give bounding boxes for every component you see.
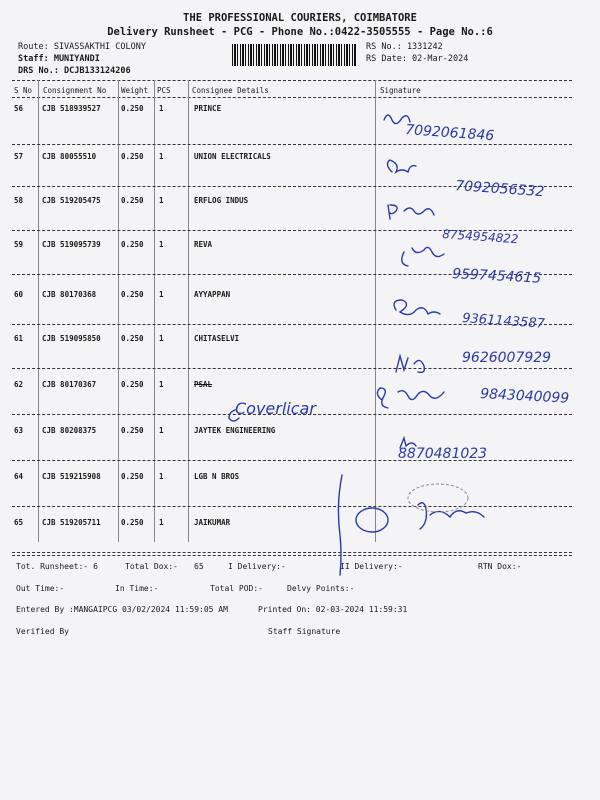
staff-signature-label: Staff Signature [268, 627, 341, 636]
runsheet-subtitle: Delivery Runsheet - PCG - Phone No.:0422-3505555 - Page No.:6 [107, 26, 493, 38]
row-pcs: 1 [159, 104, 164, 113]
row-consignee: ERFLOG INDUS [194, 196, 249, 205]
row-pcs: 1 [159, 518, 164, 527]
handwritten-phone: 8870481023 [398, 446, 488, 462]
signature-scribble [388, 205, 434, 219]
row-pcs: 1 [159, 426, 164, 435]
row-consignee: PRINCE [194, 104, 222, 113]
row-consignment: CJB 519215908 [42, 472, 101, 481]
row-sno: 65 [14, 518, 24, 527]
row-consignee: REVA [194, 240, 213, 249]
row-pcs: 1 [159, 152, 164, 161]
row-sno: 62 [14, 380, 24, 389]
row-pcs: 1 [159, 380, 164, 389]
row-sno: 61 [14, 334, 24, 343]
row-pcs: 1 [159, 472, 164, 481]
handwritten-phone: 7092056532 [454, 178, 545, 201]
row-pcs: 1 [159, 240, 164, 249]
row-consignment: CJB 80170368 [42, 290, 97, 299]
row-consignee: UNION ELECTRICALS [194, 152, 271, 161]
total-dox: Total Dox:- [125, 562, 178, 571]
printed-on: Printed On: 02-03-2024 11:59:31 [258, 605, 408, 614]
signature-scribble [402, 247, 444, 266]
row-sno: 64 [14, 472, 24, 481]
row-consignment: CJB 80055510 [42, 152, 97, 161]
col-sno: S No [14, 86, 33, 95]
row-weight: 0.250 [121, 518, 144, 527]
signature-scribble [418, 503, 484, 529]
out-time: Out Time:- [16, 584, 65, 593]
row-sno: 63 [14, 426, 24, 435]
row-consignee: JAIKUMAR [194, 518, 231, 527]
total-pod: Total POD:- [210, 584, 263, 593]
row-consignment: CJB 519095739 [42, 240, 101, 249]
signature-scribble [338, 475, 342, 575]
row-sno: 60 [14, 290, 24, 299]
total-dox-value: 65 [194, 562, 204, 571]
handwritten-phone: 9843040099 [479, 386, 570, 407]
row-sno: 56 [14, 104, 24, 113]
i-delivery: I Delivery:- [228, 562, 286, 571]
row-weight: 0.250 [121, 380, 144, 389]
in-time: In Time:- [115, 584, 159, 593]
row-weight: 0.250 [121, 290, 144, 299]
row-pcs: 1 [159, 334, 164, 343]
row-consignment: CJB 519205711 [42, 518, 101, 527]
row-sno: 57 [14, 152, 24, 161]
verified-by: Verified By [16, 627, 69, 636]
route-label: Route: SIVASSAKTHI COLONY [18, 42, 146, 52]
row-weight: 0.250 [121, 334, 144, 343]
stamp [408, 484, 468, 512]
row-pcs: 1 [159, 196, 164, 205]
row-consignment: CJB 80170367 [42, 380, 97, 389]
row-consignment: CJB 519205475 [42, 196, 101, 205]
rtn-dox: RTN Dox:- [478, 562, 522, 571]
row-weight: 0.250 [121, 472, 144, 481]
col-signature: Signature [380, 86, 421, 95]
handwritten-consignee: Coverlicar [235, 399, 316, 418]
row-sno: 59 [14, 240, 24, 249]
row-consignee: CHITASELVI [194, 334, 240, 343]
row-weight: 0.250 [121, 152, 144, 161]
signature-scribble [394, 300, 440, 315]
row-weight: 0.250 [121, 240, 144, 249]
handwritten-phone: 7092061846 [404, 122, 495, 145]
row-sno: 58 [14, 196, 24, 205]
signature-scribble [396, 356, 424, 372]
col-weight: Weight [121, 86, 149, 95]
company-title: THE PROFESSIONAL COURIERS, COIMBATORE [183, 12, 417, 24]
ii-delivery: II Delivery:- [340, 562, 403, 571]
row-weight: 0.250 [121, 104, 144, 113]
row-consignment: CJB 518939527 [42, 104, 101, 113]
entered-by: Entered By :MANGAIPCG 03/02/2024 11:59:05 AM [16, 605, 228, 614]
handwritten-phone: 9626007929 [462, 350, 552, 366]
row-pcs: 1 [159, 290, 164, 299]
handwritten-phone: 9597454615 [451, 266, 542, 287]
drs-number: DRS No.: DCJB133124206 [18, 66, 131, 76]
rs-number: RS No.: 1331242 [366, 42, 443, 52]
tot-runsheet: Tot. Runsheet:- 6 [16, 562, 98, 571]
staff-label: Staff: MUNIYANDI [18, 54, 100, 64]
signature-scribble [387, 160, 416, 172]
delvy-points: Delvy Points:- [287, 584, 355, 593]
row-weight: 0.250 [121, 426, 144, 435]
row-consignee: PSAL [194, 380, 213, 389]
row-consignee: JAYTEK ENGINEERING [194, 426, 276, 435]
col-consignee: Consignee Details [192, 86, 269, 95]
handwritten-phone: 9361143587 [461, 311, 546, 332]
row-consignee: LGB N BROS [194, 472, 240, 481]
col-consignment: Consignment No [43, 86, 107, 95]
col-pcs: PCS [157, 86, 171, 95]
signature-circle [356, 508, 388, 532]
signature-scribble [377, 388, 444, 408]
row-consignment: CJB 80208375 [42, 426, 97, 435]
row-weight: 0.250 [121, 196, 144, 205]
row-consignment: CJB 519095850 [42, 334, 101, 343]
rs-date: RS Date: 02-Mar-2024 [366, 54, 469, 64]
handwritten-phone: 8754954822 [441, 227, 519, 247]
row-consignee: AYYAPPAN [194, 290, 231, 299]
